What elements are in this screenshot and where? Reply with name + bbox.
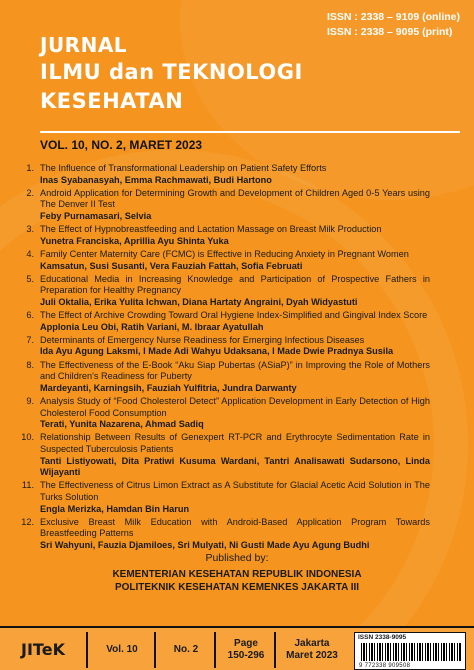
article-number: 12. bbox=[21, 516, 34, 527]
table-of-contents bbox=[16, 163, 430, 553]
article-entry bbox=[16, 432, 430, 478]
article-entry bbox=[16, 517, 430, 552]
article-number: 3. bbox=[26, 224, 34, 235]
article-title: Family Center Maternity Care (FCMC) is Effective in Reducing Anxiety in Pregnant Women bbox=[40, 248, 409, 259]
article-authors: Ida Ayu Agung Laksmi, I Made Adi Wahyu Udaksana, I Made Dwie Pradnya Susila bbox=[40, 346, 394, 357]
article-title: The Effectiveness of the E-Book “Aku Siap Pubertas (ASiaP)” in Improving the Role of Mothers and Children's Readiness for Puberty bbox=[40, 359, 430, 382]
article-body bbox=[40, 249, 430, 272]
issn-online: ISSN : 2338 – 9109 (online) bbox=[326, 11, 460, 23]
barcode-bars bbox=[361, 643, 461, 661]
footer-page-range: 150-296 bbox=[227, 650, 265, 661]
article-authors: Sri Wahyuni, Fauzia Djamiloes, Sri Mulyati, Ni Gusti Made Ayu Agung Budhi bbox=[40, 539, 370, 550]
published-by-label: Published by: bbox=[205, 552, 269, 564]
footer-volume: Vol. 10 bbox=[86, 632, 156, 668]
article-entry bbox=[16, 224, 430, 247]
journal-title bbox=[40, 32, 303, 116]
article-entry bbox=[16, 274, 430, 309]
article-number: 1. bbox=[26, 163, 34, 173]
title-divider bbox=[40, 131, 460, 133]
article-entry bbox=[16, 163, 430, 186]
article-title: Analysis Study of “Food Cholesterol Detect” Application Development in Early Detection of High Cholesterol Food Consumption bbox=[40, 396, 430, 418]
article-authors: Feby Purnamasari, Selvia bbox=[40, 210, 152, 221]
journal-title-line3: KESEHATAN bbox=[40, 89, 184, 113]
footer-date: Maret 2023 bbox=[286, 650, 338, 661]
article-number: 4. bbox=[26, 248, 34, 259]
article-body bbox=[40, 396, 430, 431]
article-body bbox=[40, 517, 430, 552]
footer-pages bbox=[214, 632, 276, 668]
publisher-line1: KEMENTERIAN KESEHATAN REPUBLIK INDONESIA bbox=[112, 569, 362, 580]
article-title: The Effectiveness of Citrus Limon Extract as A Substitute for Glacial Acetic Acid Solution in The Turks Solution bbox=[40, 480, 430, 502]
article-title: Educational Media in Increasing Knowledge and Participation of Prospective Fathers in Preparation for Healthy Pregnancy bbox=[40, 273, 430, 296]
article-body bbox=[40, 163, 430, 186]
article-body bbox=[40, 188, 430, 223]
article-authors: Inas Syabanasyah, Emma Rachmawati, Budi Hartono bbox=[40, 174, 272, 185]
article-title: Exclusive Breast Milk Education with Android-Based Application Program Towards Breastfeeding Patterns bbox=[40, 516, 430, 539]
volume-line: VOL. 10, NO. 2, MARET 2023 bbox=[40, 138, 203, 152]
article-title: The Influence of Transformational Leadership on Patient Safety Efforts bbox=[40, 163, 327, 173]
article-number: 6. bbox=[26, 310, 34, 321]
article-body bbox=[40, 432, 430, 478]
article-body bbox=[40, 274, 430, 309]
article-authors: Terati, Yunita Nazarena, Ahmad Sadiq bbox=[40, 419, 204, 430]
barcode bbox=[354, 632, 466, 670]
article-entry bbox=[16, 396, 430, 431]
barcode-number: 9 772338 909508 bbox=[359, 663, 411, 669]
publisher-line2: POLITEKNIK KESEHATAN KEMENKES JAKARTA III bbox=[114, 582, 360, 593]
article-number: 9. bbox=[26, 396, 34, 407]
footer-place: Jakarta bbox=[294, 638, 330, 649]
journal-abbreviation: JITeK bbox=[21, 640, 65, 659]
article-title: Determinants of Emergency Nurse Readiness for Emerging Infectious Diseases bbox=[40, 334, 365, 345]
issn-block bbox=[327, 10, 460, 40]
journal-title-line2: ILMU dan TEKNOLOGI bbox=[40, 60, 303, 84]
article-body bbox=[40, 310, 430, 333]
article-number: 11. bbox=[21, 480, 34, 491]
article-title: Android Application for Determining Growth and Development of Children Aged 0-5 Years using The Denver II Test bbox=[40, 187, 430, 210]
article-authors: Applonia Leu Obi, Ratih Variani, M. Ibraar Ayatullah bbox=[40, 321, 264, 332]
journal-title-line1: JURNAL bbox=[40, 33, 128, 57]
article-entry bbox=[16, 360, 430, 395]
article-number: 5. bbox=[26, 273, 34, 284]
issn-print: ISSN : 2338 – 9095 (print) bbox=[326, 26, 453, 38]
article-authors: Tanti Listiyowati, Dita Pratiwi Kusuma Wardani, Tantri Analisawati Sudarsono, Linda Wijayanti bbox=[40, 455, 430, 478]
publisher-block bbox=[0, 552, 474, 594]
article-body bbox=[40, 224, 430, 247]
article-authors: Kamsatun, Susi Susanti, Vera Fauziah Fattah, Sofia Februati bbox=[40, 260, 303, 271]
article-title: Relationship Between Results of Genexpert RT-PCR and Erythrocyte Sedimentation Rate in Suspected Tuberculosis Patients bbox=[40, 432, 430, 454]
footer-page-label: Page bbox=[234, 638, 258, 649]
article-authors: Juli Oktalia, Erika Yulita Ichwan, Diana Hartaty Angraini, Dyah Widyastuti bbox=[40, 296, 358, 307]
article-number: 2. bbox=[26, 187, 34, 198]
article-authors: Engla Merizka, Hamdan Bin Harun bbox=[40, 503, 190, 514]
cover-footer bbox=[0, 626, 474, 670]
footer-place-date bbox=[274, 632, 348, 668]
article-entry bbox=[16, 310, 430, 333]
article-body bbox=[40, 335, 430, 358]
article-body bbox=[40, 480, 430, 515]
article-entry bbox=[16, 335, 430, 358]
article-title: The Effect of Hypnobreastfeeding and Lactation Massage on Breast Milk Production bbox=[40, 224, 382, 235]
article-authors: Mardeyanti, Karningsih, Fauziah Yulfitria, Jundra Darwanty bbox=[40, 382, 297, 393]
article-number: 7. bbox=[26, 334, 34, 345]
article-entry bbox=[16, 188, 430, 223]
article-authors: Yunetra Franciska, Aprillia Ayu Shinta Yuka bbox=[40, 235, 229, 246]
article-body bbox=[40, 360, 430, 395]
barcode-issn: ISSN 2338-9095 bbox=[358, 634, 407, 641]
article-number: 10. bbox=[21, 432, 34, 443]
article-title: The Effect of Archive Crowding Toward Oral Hygiene Index-Simplified and Gingival Index Score bbox=[40, 310, 428, 321]
footer-number: No. 2 bbox=[154, 632, 216, 668]
article-number: 8. bbox=[26, 359, 34, 370]
article-entry bbox=[16, 249, 430, 272]
article-entry bbox=[16, 480, 430, 515]
